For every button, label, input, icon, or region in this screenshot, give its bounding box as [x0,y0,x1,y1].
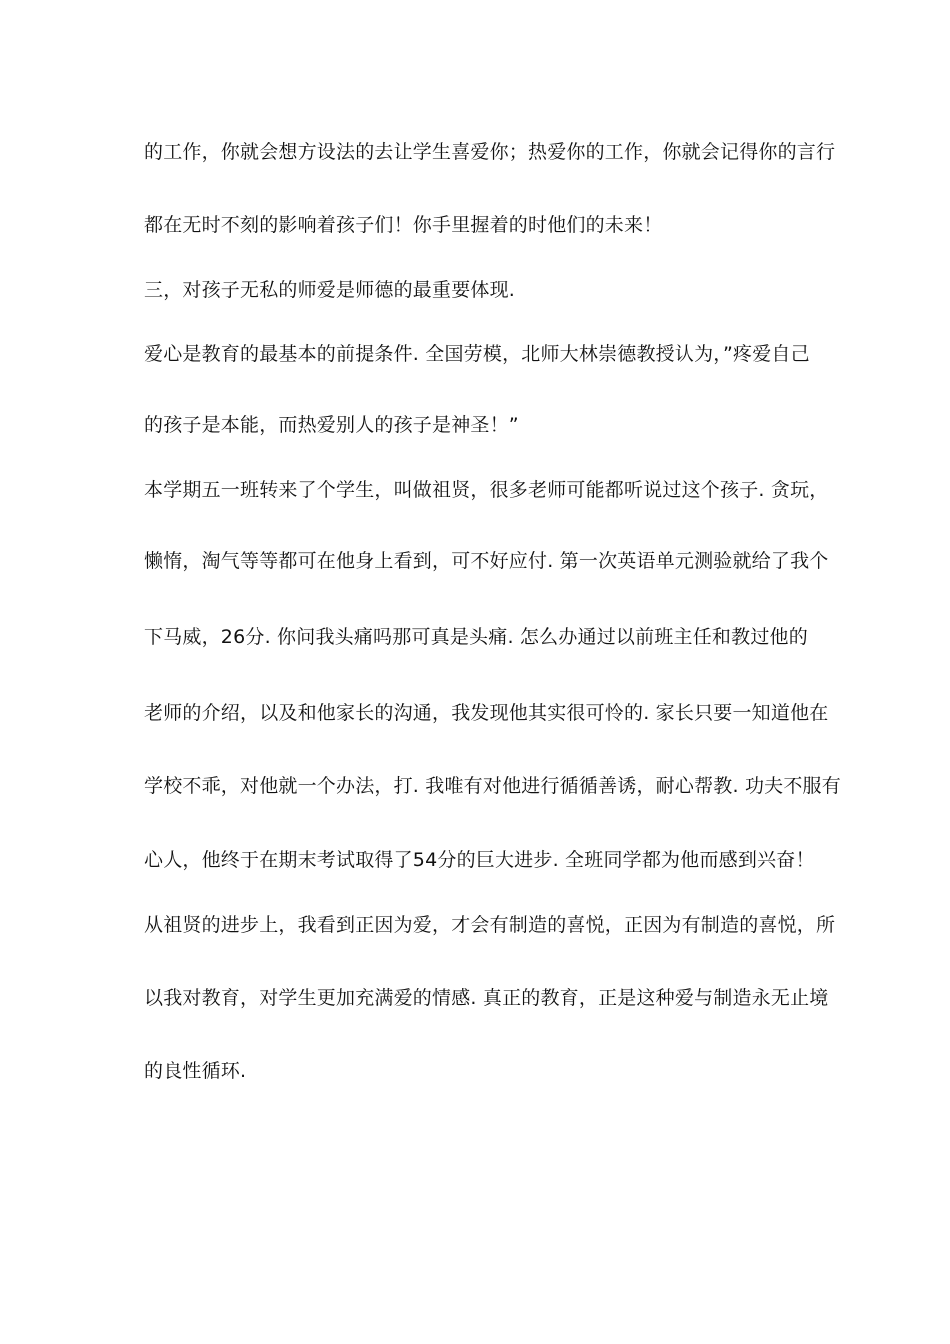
text-line-4: 爱心是教育的最基本的前提条件. 全国劳模，北师大林崇德教授认为，”疼爱自己 [144,343,810,365]
section-heading: 三，对孩子无私的师爱是师德的最重要体现. [144,279,516,301]
text-line-12: 从祖贤的进步上，我看到正因为爱，才会有制造的喜悦，正因为有制造的喜悦，所 [144,914,836,936]
text-line-10: 学校不乖，对他就一个办法，打. 我唯有对他进行循循善诱，耐心帮教. 功夫不服有 [144,775,841,797]
text-line-2: 都在无时不刻的影响着孩子们！你手里握着的时他们的未来！ [144,214,663,236]
text-line-9: 老师的介绍，以及和他家长的沟通，我发现他其实很可怜的. 家长只要一知道他在 [144,702,829,724]
text-line-11: 心人，他终于在期末考试取得了54分的巨大进步. 全班同学都为他而感到兴奋！ [144,849,815,871]
text-line-6: 本学期五一班转来了个学生，叫做祖贤，很多老师可能都听说过这个孩子. 贪玩， [144,479,829,501]
text-line-14: 的良性循环. [144,1060,247,1082]
text-line-5: 的孩子是本能，而热爱别人的孩子是神圣！” [144,414,519,436]
text-line-13: 以我对教育，对学生更加充满爱的情感. 真正的教育，正是这种爱与制造永无止境 [144,987,829,1009]
text-line-1: 的工作，你就会想方设法的去让学生喜爱你；热爱你的工作，你就会记得你的言行 [144,141,836,163]
text-line-7: 懒惰，淘气等等都可在他身上看到，可不好应付. 第一次英语单元测验就给了我个 [144,550,829,572]
text-line-8: 下马威，26分. 你问我头痛吗那可真是头痛. 怎么办通过以前班主任和教过他的 [144,626,808,648]
